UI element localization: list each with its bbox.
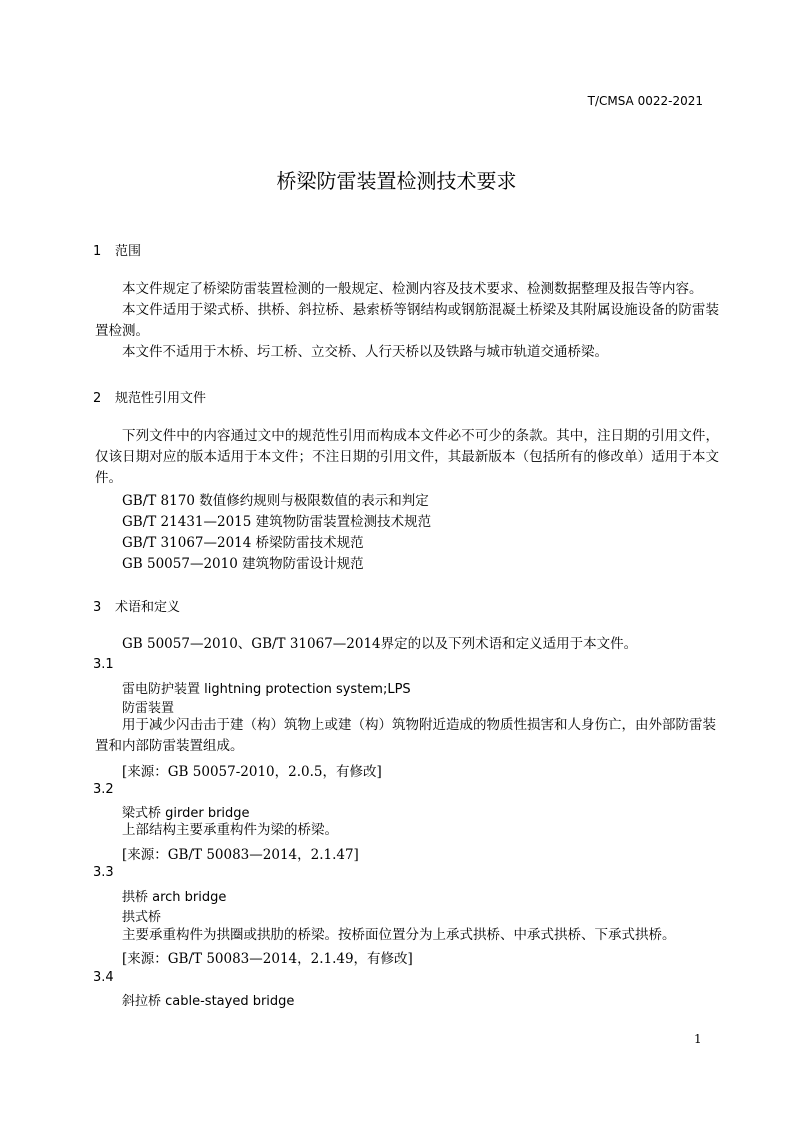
term-source: [来源：GB/T 50083—2014，2.1.47] [122,847,359,863]
term-name: 斜拉桥 cable-stayed bridge [122,994,295,1009]
section-number: 3 [93,600,102,615]
term-definition: 上部结构主要承重构件为梁的桥梁。 [122,822,338,838]
term-source: [来源：GB 50057-2010，2.0.5，有修改] [122,764,382,780]
section-title: 规范性引用文件 [115,391,207,406]
term-definition: 主要承重构件为拱圈或拱肋的桥梁。按桥面位置分为上承式拱桥、中承式拱桥、下承式拱桥。 [122,927,676,943]
document-title: 桥梁防雷装置检测技术要求 [276,169,517,193]
term-name: 拱桥 arch bridge [122,890,227,905]
paragraph: 本文件不适用于木桥、圬工桥、立交桥、人行天桥以及铁路与城市轨道交通桥梁。 [122,344,608,360]
section-number: 1 [93,244,102,259]
clause-number: 3.2 [93,782,114,797]
section-title: 范围 [115,244,142,259]
term-source: [来源：GB/T 50083—2014，2.1.49，有修改] [122,951,413,967]
clause-number: 3.3 [93,865,114,880]
reference-item: GB 50057—2010 建筑物防雷设计规范 [122,556,364,572]
section-number: 2 [93,391,102,406]
reference-item: GB/T 21431—2015 建筑物防雷装置检测技术规范 [122,514,432,530]
term-definition: 用于减少闪击击于建（构）筑物上或建（构）筑物附近造成的物质性损害和人身伤亡，由外部防雷装置和内部防雷装置组成。 [95,717,716,754]
term-alternative: 防雷装置 [122,701,175,716]
term-name: 雷电防护装置 lightning protection system;LPS [122,682,411,697]
term-alternative: 拱式桥 [122,910,162,925]
paragraph: 下列文件中的内容通过文中的规范性引用而构成本文件必不可少的条款。其中，注日期的引用文件，仅该日期对应的版本适用于本文件；不注日期的引用文件，其最新版本（包括所有的修改单）适用于本文件。 [95,428,719,486]
clause-number: 3.4 [93,970,114,985]
section-3-heading [93,596,180,615]
paragraph: 本文件适用于梁式桥、拱桥、斜拉桥、悬索桥等钢结构或钢筋混凝土桥梁及其附属设施设备的防雷装置检测。 [95,302,719,339]
term-name: 梁式桥 girder bridge [122,806,250,821]
page-number: 1 [694,1032,702,1046]
section-2-heading [93,387,206,406]
section-title: 术语和定义 [115,600,181,615]
standard-code: T/CMSA 0022-2021 [587,94,703,108]
paragraph: GB 50057—2010、GB/T 31067—2014界定的以及下列术语和定义适用于本文件。 [122,636,638,652]
reference-item: GB/T 8170 数值修约规则与极限数值的表示和判定 [122,493,429,509]
clause-number: 3.1 [93,657,114,672]
reference-item: GB/T 31067—2014 桥梁防雷技术规范 [122,535,364,551]
paragraph: 本文件规定了桥梁防雷装置检测的一般规定、检测内容及技术要求、检测数据整理及报告等内容。 [122,281,703,297]
section-1-heading [93,240,141,259]
